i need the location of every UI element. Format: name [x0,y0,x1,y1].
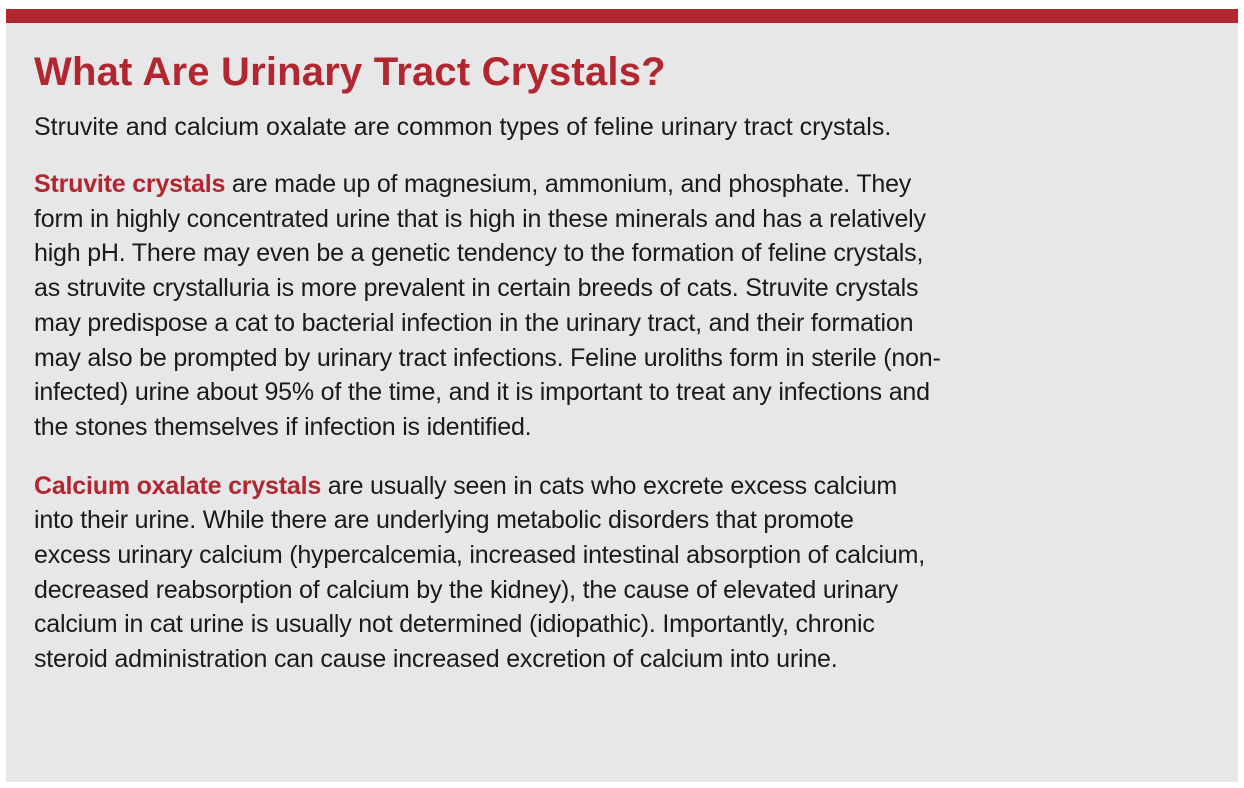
crystals-sidebar-box [6,9,1238,782]
struvite-line-1-text: are made up of magnesium, ammonium, and phosphate. They [225,170,912,198]
struvite-line: may predispose a cat to bacterial infection in the urinary tract, and their formation [34,308,914,337]
oxalate-paragraph [34,469,1216,677]
oxalate-line: calcium in cat urine is usually not determined (idiopathic). Importantly, chronic [34,610,875,639]
intro-text: Struvite and calcium oxalate are common types of feline urinary tract crystals. [34,113,892,141]
struvite-paragraph [34,167,1216,445]
struvite-line-1 [34,167,1216,202]
struvite-line: form in highly concentrated urine that is high in these minerals and has a relatively [34,204,926,233]
struvite-line: may also be prompted by urinary tract infections. Feline uroliths form in sterile (non- [34,343,941,372]
struvite-line: as struvite crystalluria is more prevalent in certain breeds of cats. Struvite crystals [34,274,919,303]
struvite-term: Struvite crystals [34,170,226,198]
oxalate-term: Calcium oxalate crystals [34,471,322,500]
oxalate-line-1-text: are usually seen in cats who excrete excess calcium [321,471,898,500]
struvite-line: the stones themselves if infection is identified. [34,412,532,441]
box-title: What Are Urinary Tract Crystals? [34,50,666,94]
oxalate-line: steroid administration can cause increased excretion of calcium into urine. [34,645,838,674]
struvite-line: high pH. There may even be a genetic tendency to the formation of feline crystals, [34,239,924,268]
oxalate-line: excess urinary calcium (hypercalcemia, increased intestinal absorption of calcium, [34,541,925,570]
struvite-line: infected) urine about 95% of the time, and it is important to treat any infections and [34,378,930,407]
oxalate-line: into their urine. While there are underlying metabolic disorders that promote [34,506,854,535]
oxalate-line-1 [34,469,1216,504]
oxalate-line: decreased reabsorption of calcium by the kidney), the cause of elevated urinary [34,575,898,604]
